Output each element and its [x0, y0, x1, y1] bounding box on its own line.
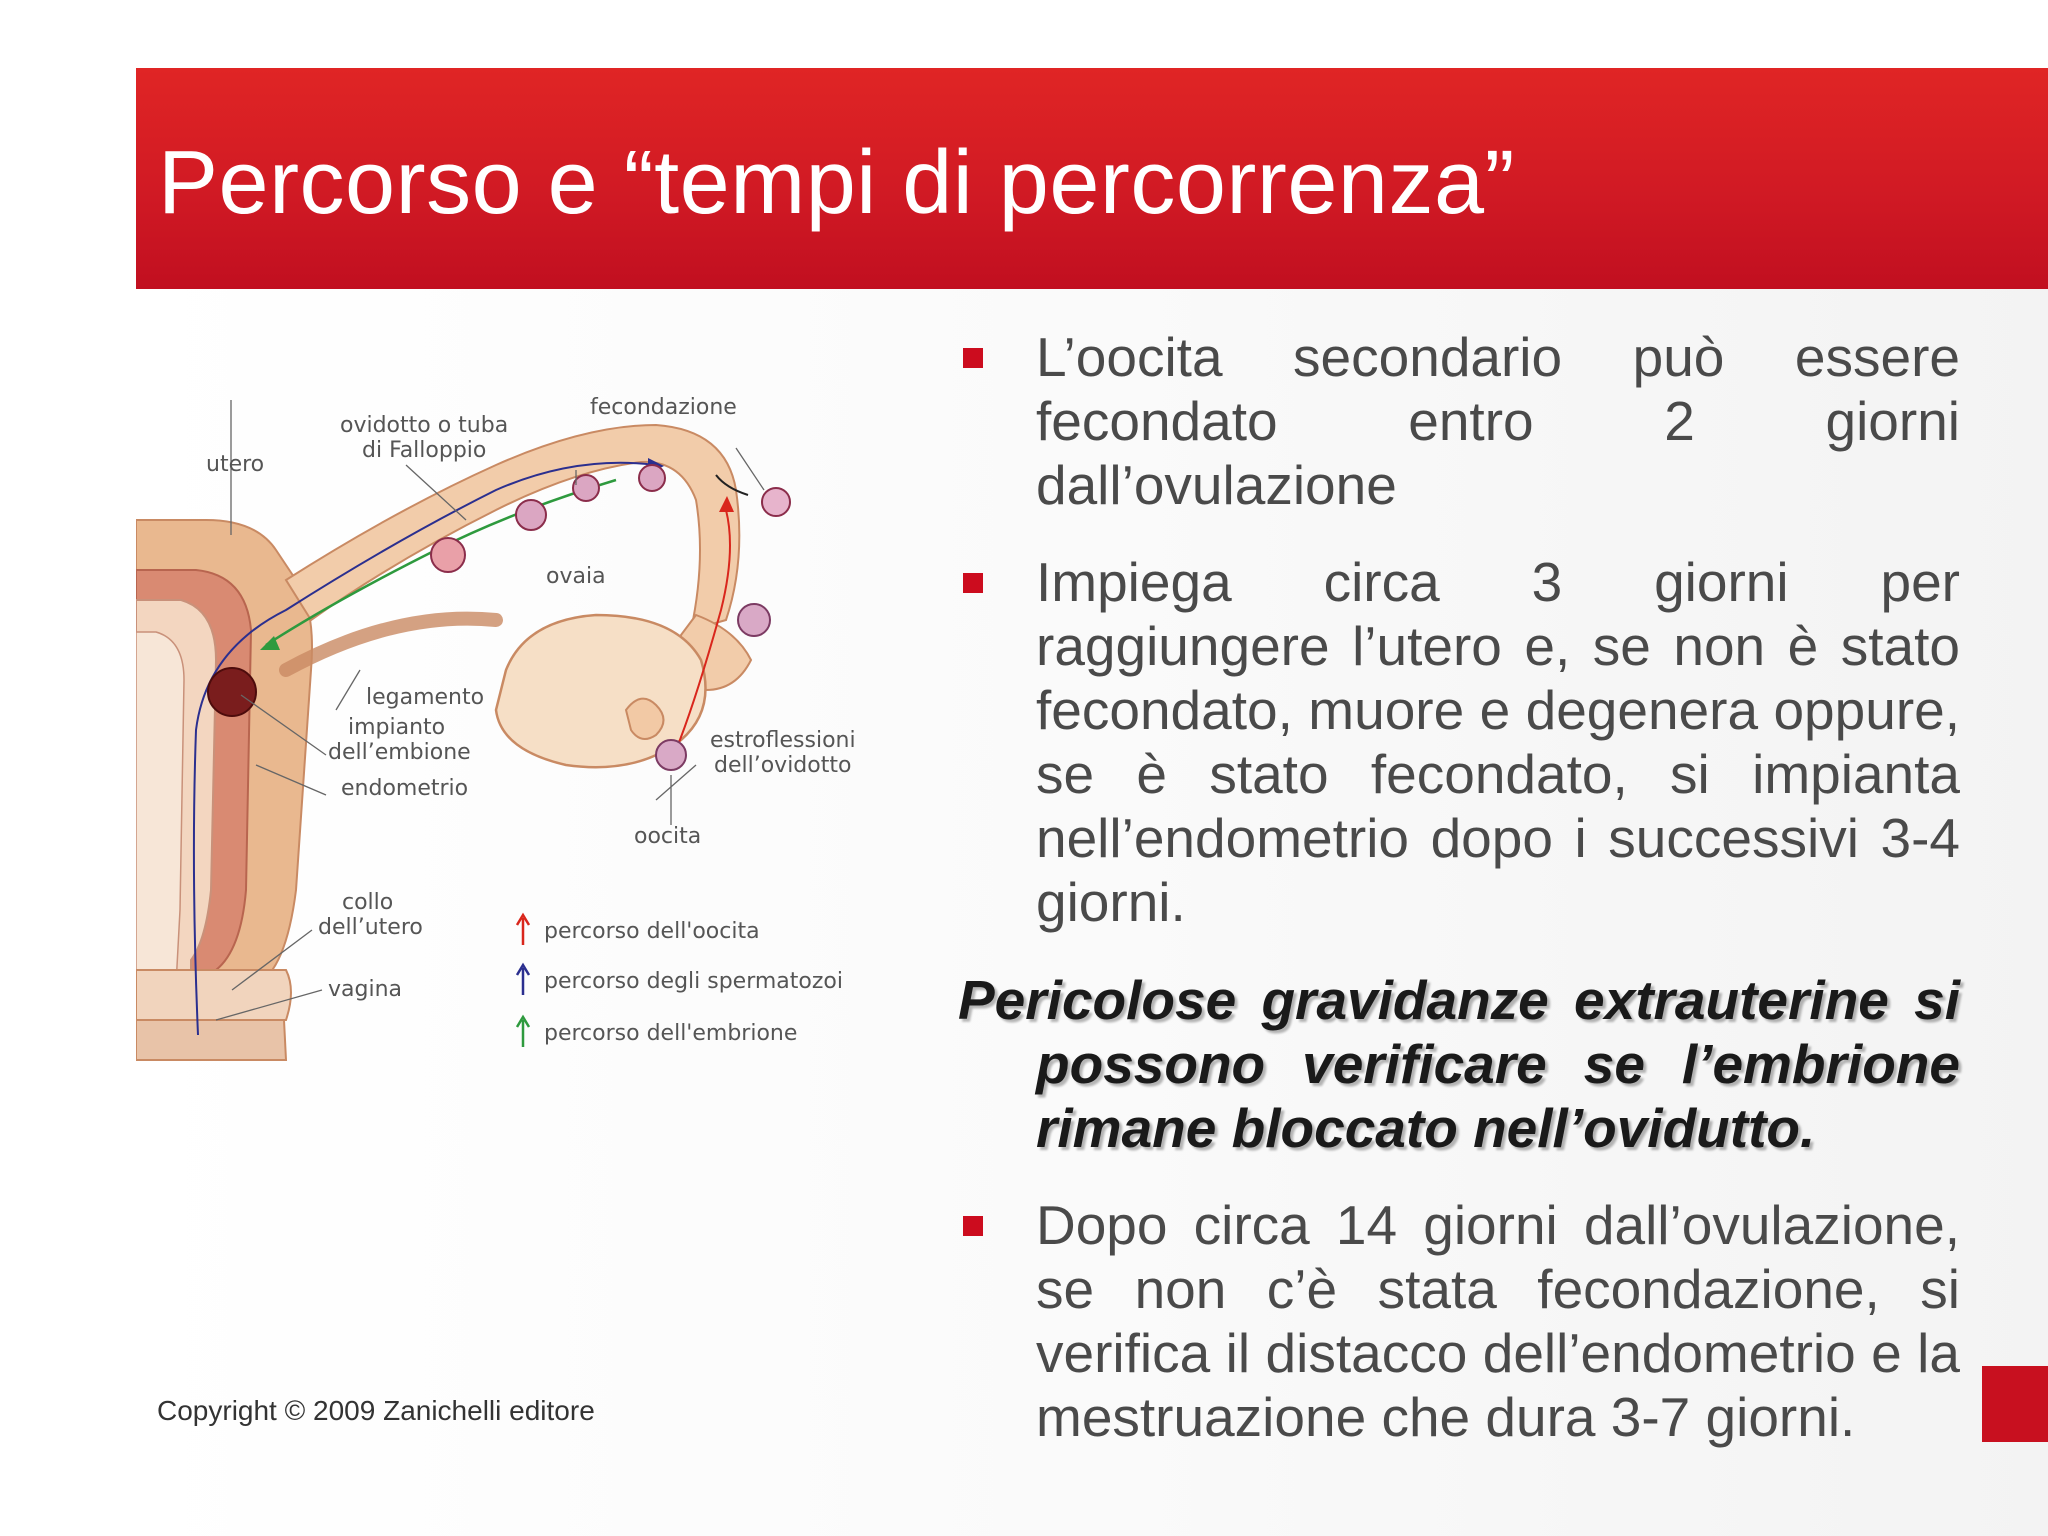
- label-collo-1: collo: [342, 890, 394, 915]
- warning-note: Pericolose gravidanze extrauterine si possono verificare se l’embrione rimane bloccato nell’ovidutto.: [958, 969, 1960, 1159]
- label-ovidotto-2: di Falloppio: [362, 438, 487, 463]
- label-vagina: vagina: [328, 977, 403, 1002]
- cell-oocyte-released: [656, 740, 686, 770]
- cell-zygote: [639, 465, 665, 491]
- bullet-text: Impiega circa 3 giorni per raggiungere l’utero e, se non è stato fecondato, muore e degenera oppure, se è stato fecondato, si impianta nell’endometrio dopo i successivi 3-4 giorni.: [1036, 551, 1960, 933]
- title-bar: [136, 68, 2048, 289]
- slide-title: Percorso e “tempi di percorrenza”: [158, 133, 1516, 233]
- vagina-shape: [136, 1020, 286, 1060]
- cell-fertilization: [762, 488, 790, 516]
- label-impianto-2: dell’embione: [328, 740, 471, 765]
- legend-arrow-embryo: [517, 1017, 529, 1047]
- bullet-item: [958, 550, 1960, 934]
- label-endometrio: endometrio: [341, 776, 469, 801]
- cervix-shape: [136, 970, 291, 1020]
- label-oocita: oocita: [634, 824, 702, 849]
- fallopian-tube: [286, 425, 739, 630]
- cell-oocyte-tube: [738, 604, 770, 636]
- text-column: [958, 325, 1960, 1449]
- bullet-square-icon: [963, 348, 983, 368]
- bullet-square-icon: [963, 1216, 983, 1236]
- label-estroflessioni-1: estroflessioni: [710, 728, 856, 753]
- bullet-item: [958, 325, 1960, 517]
- label-collo-2: dell’utero: [318, 915, 423, 940]
- cell-4: [516, 500, 546, 530]
- reproductive-diagram: [136, 370, 856, 1070]
- legend: [517, 915, 843, 1047]
- legend-label-sperm: percorso degli spermatozoi: [544, 969, 843, 994]
- bullet-item: [958, 1193, 1960, 1449]
- label-fecondazione: fecondazione: [590, 395, 737, 420]
- cell-2: [573, 475, 599, 501]
- legend-arrow-oocyte: [517, 915, 529, 945]
- ligament: [286, 619, 496, 670]
- bullet-text: L’oocita secondario può essere fecondato entro 2 giorni dall’ovulazione: [1036, 326, 1960, 516]
- label-ovidotto-1: ovidotto o tuba: [340, 413, 509, 438]
- bullet-square-icon: [963, 573, 983, 593]
- cell-morula: [431, 538, 465, 572]
- label-estroflessioni-2: dell’ovidotto: [714, 753, 852, 778]
- legend-label-embryo: percorso dell'embrione: [544, 1021, 798, 1046]
- bullet-text: Dopo circa 14 giorni dall’ovulazione, se non c’è stata fecondazione, si verifica il distacco dell’endometrio e la mestruazione che dura 3-7 giorni.: [1036, 1194, 1960, 1448]
- label-utero: utero: [206, 452, 265, 477]
- label-impianto-1: impianto: [348, 715, 446, 740]
- legend-arrow-sperm: [517, 965, 529, 995]
- label-legamento: legamento: [366, 685, 485, 710]
- copyright-notice: Copyright © 2009 Zanichelli editore: [157, 1395, 595, 1426]
- cell-implanted-embryo: [208, 668, 256, 716]
- legend-label-oocyte: percorso dell'oocita: [544, 919, 760, 944]
- corner-accent-box: [1982, 1366, 2048, 1442]
- label-ovaia: ovaia: [546, 564, 606, 589]
